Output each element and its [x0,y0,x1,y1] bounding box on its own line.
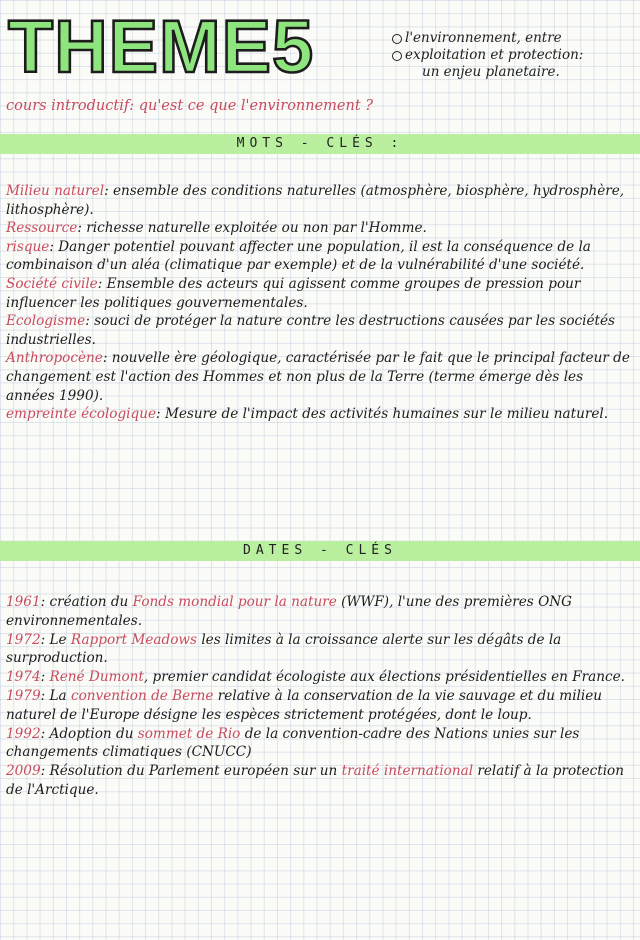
date-text-before: : Le [40,631,71,648]
theme-title: THEME5 [8,5,315,88]
date-text-after: de la convention-cadre des Nations unies sur les changements climatiques (CNUCC) [6,725,580,761]
definition-text: : Ensemble des acteurs qui agissent comme groupes de pression pour influencer les politiques gouvernementales. [6,275,581,311]
date-highlight: traité international [341,763,474,780]
dates-section-header: DATES - CLÉS [0,541,640,561]
date-item [6,762,636,800]
date-text-before: : Adoption du [40,725,138,742]
subtitle-line-1: l'environnement, entre [405,30,562,46]
date-text-after: les limites à la croissance alerte sur les dégâts de la surproduction. [6,631,562,667]
date-item [6,593,636,631]
date-highlight: Rapport Meadows [70,631,197,648]
date-item [6,725,636,763]
date-text-after: (WWF), l'une des premières ONG environnementales. [6,594,572,629]
definition-item [6,219,636,238]
subtitle-line-3: un enjeu planetaire. [422,64,560,80]
dates-list [6,593,636,800]
intro-label: cours introductif: [6,98,135,114]
date-text-before: : Résolution du Parlement européen sur un [40,763,342,780]
subtitle-line-2: exploitation et protection: [405,47,584,63]
date-year: 1992 [6,725,41,742]
date-year: 1961 [6,594,41,610]
date-highlight: convention de Berne [70,687,214,704]
bullet-icon [392,34,402,44]
theme-subtitle [392,30,637,81]
date-highlight: René Dumont [49,669,144,686]
definition-text: : souci de protéger la nature contre les destructions causées par les sociétés industrielles. [6,313,616,348]
definition-term: Anthropocène [6,350,103,367]
date-item [6,668,636,687]
date-text-before: : La [40,687,71,704]
date-item [6,631,636,669]
definition-item [6,238,636,275]
date-text-after: , premier candidat écologiste aux élections présidentielles en France. [143,669,625,686]
bullet-icon [392,51,402,61]
definition-text: : nouvelle ère géologique, caractérisée par le fait que le principal facteur de changement est l'action des Hommes et non plus de la Terre (terme émerge dès les années 1990). [6,350,630,404]
definition-term: risque [6,238,50,255]
date-highlight: Fonds mondial pour la nature [132,594,337,610]
definition-text: : Mesure de l'impact des activités humaines sur le milieu naturel. [156,406,609,423]
date-year: 1972 [6,631,41,648]
keywords-section-header: MOTS - CLÉS : [0,134,640,154]
definitions-list [6,182,636,424]
definition-term: Ressource [6,220,78,237]
definition-term: Société civile [6,275,98,292]
definition-item [6,349,636,405]
definition-item [6,312,636,349]
definition-item [6,182,636,219]
date-item [6,687,636,725]
date-text-after: relative à la conservation de la vie sauvage et du milieu naturel de l'Europe désigne les espèces strictement protégées, dont le loup. [6,687,603,723]
definition-text: : ensemble des conditions naturelles (atmosphère, biosphère, hydrosphère, lithosphère). [6,183,625,218]
date-year: 2009 [6,763,41,780]
definition-term: Milieu naturel [6,183,105,199]
date-year: 1974 [6,669,41,686]
definition-text: : richesse naturelle exploitée ou non par l'Homme. [77,220,427,237]
definition-term: empreinte écologique [6,406,157,423]
intro-line [6,96,636,116]
date-highlight: sommet de Rio [137,725,241,742]
date-text-before: : [40,669,50,686]
definition-term: Ecologisme [6,313,86,330]
date-year: 1979 [6,687,41,704]
intro-question: qu'est ce que l'environnement ? [138,98,374,114]
date-text-after: relatif à la protection de l'Arctique. [6,763,624,798]
definition-text: : Danger potentiel pouvant affecter une population, il est la conséquence de la combinaison d'un aléa (climatique par exemple) et de la vulnérabilité d'une société. [6,238,591,274]
date-text-before: : création du [40,594,133,610]
definition-item [6,275,636,312]
definition-item [6,405,636,424]
